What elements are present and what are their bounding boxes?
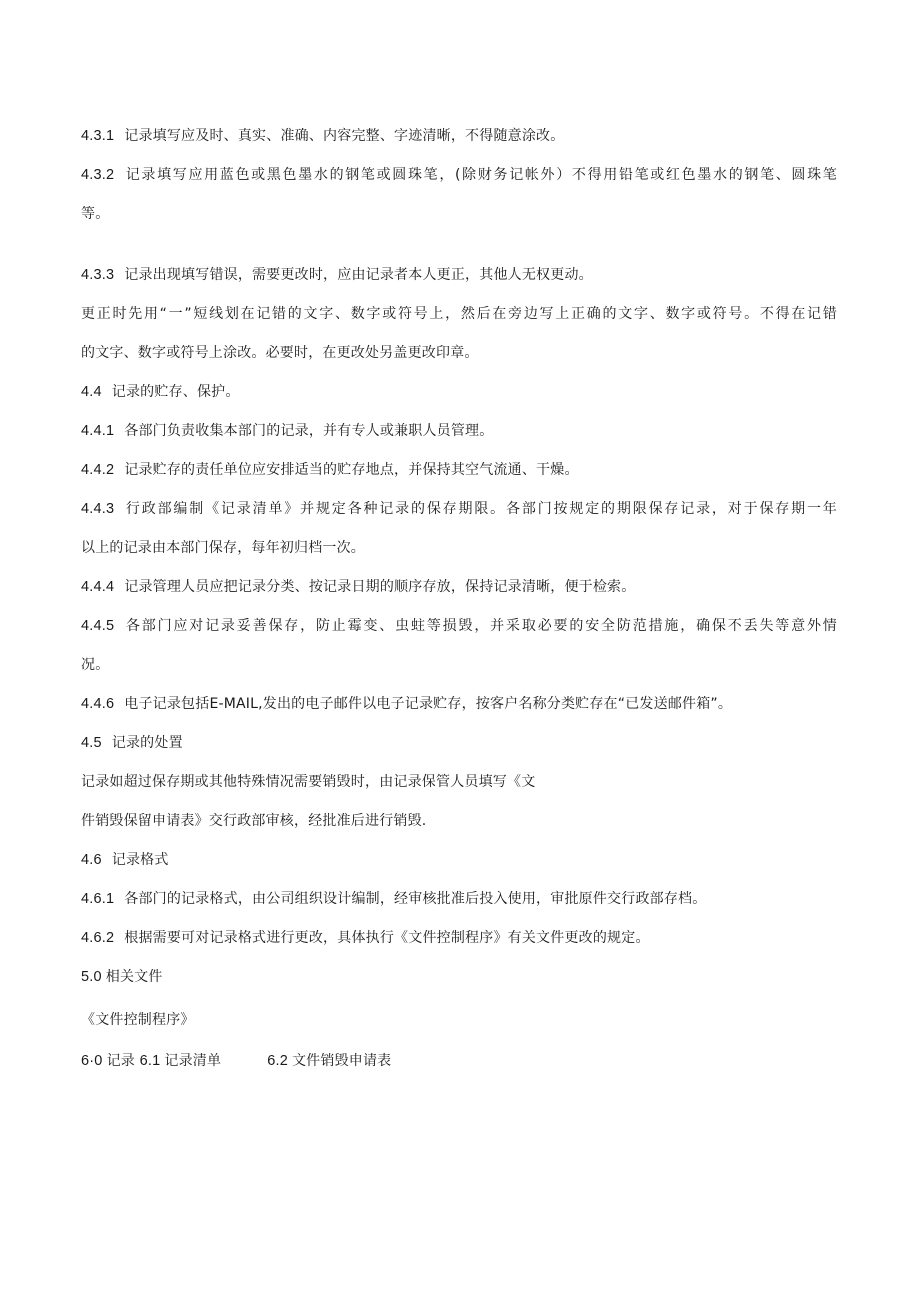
para-4-4-5-cont bbox=[81, 655, 109, 675]
para-correction-cont bbox=[81, 343, 479, 363]
section-number: 4.4 bbox=[81, 384, 102, 400]
section-number: 4.4.4 bbox=[81, 579, 115, 595]
section-text: 等。 bbox=[81, 206, 110, 222]
para-4-4-3-cont bbox=[81, 538, 365, 558]
section-text: 各部门负责收集本部门的记录，并有专人或兼职人员管理。 bbox=[124, 423, 494, 439]
section-number: 4.5 bbox=[81, 735, 102, 751]
section-number: 6.1 bbox=[139, 1053, 161, 1069]
para-disposal-cont bbox=[81, 811, 426, 831]
section-number: 6.2 bbox=[267, 1053, 288, 1069]
section-text: 件销毁保留申请表》交行政部审核，经批准后进行销毁. bbox=[81, 813, 427, 829]
para-4-4-5 bbox=[81, 616, 837, 636]
section-text: 以上的记录由本部门保存，每年初归档一次。 bbox=[81, 540, 365, 556]
section-text: 记录格式 bbox=[111, 852, 169, 868]
section-text: 记录如超过保存期或其他特殊情况需要销毁时，由记录保管人员填写《文 bbox=[81, 774, 536, 790]
section-number: 4.4.5 bbox=[81, 618, 115, 634]
section-text: 记录的处置 bbox=[111, 735, 183, 751]
para-4-6-2 bbox=[81, 928, 650, 948]
para-4-4-2 bbox=[81, 460, 579, 480]
section-number: 5.0 bbox=[81, 969, 102, 985]
section-text: 的文字、数字或符号上涂改。必要时，在更改处另盖更改印章。 bbox=[81, 345, 479, 361]
para-4-3-3 bbox=[81, 265, 593, 285]
section-text: 行政部编制《记录清单》并规定各种记录的保存期限。各部门按规定的期限保存记录，对于保存期一年 bbox=[124, 501, 837, 517]
related-doc bbox=[81, 1010, 195, 1030]
heading-5-0 bbox=[81, 967, 163, 987]
section-text: 记录填写应及时、真实、准确、内容完整、字迹清晰，不得随意涂改。 bbox=[124, 128, 565, 144]
section-number: 4.4.3 bbox=[81, 501, 115, 517]
section-number: 4.4.6 bbox=[81, 696, 115, 712]
section-text: 记录的贮存、保护。 bbox=[111, 384, 240, 400]
section-number: 4.4.1 bbox=[81, 423, 115, 439]
para-correction bbox=[81, 304, 837, 324]
heading-4-5 bbox=[81, 733, 183, 753]
records-line bbox=[81, 1051, 391, 1071]
section-text: 记录 bbox=[106, 1053, 135, 1069]
section-text: 电子记录包括E-MAIL,发出的电子邮件以电子记录贮存，按客户名称分类贮存在“已发送邮件箱”。 bbox=[124, 696, 733, 712]
heading-4-4 bbox=[81, 382, 240, 402]
section-number: 4.6.2 bbox=[81, 930, 115, 946]
section-number: 4.3.3 bbox=[81, 267, 115, 283]
heading-4-6 bbox=[81, 850, 169, 870]
section-text: 根据需要可对记录格式进行更改，具体执行《文件控制程序》有关文件更改的规定。 bbox=[124, 930, 650, 946]
para-4-4-3 bbox=[81, 499, 837, 519]
section-number: 4.4.2 bbox=[81, 462, 115, 478]
section-text: 记录填写应用蓝色或黑色墨水的钢笔或圆珠笔，(除财务记帐外）不得用铅笔或红色墨水的钢笔、圆珠笔 bbox=[124, 167, 837, 183]
section-text: 记录贮存的责任单位应安排适当的贮存地点，并保持其空气流通、干燥。 bbox=[124, 462, 579, 478]
para-4-4-1 bbox=[81, 421, 493, 441]
para-4-3-2-cont bbox=[81, 204, 109, 224]
para-4-3-1 bbox=[81, 126, 564, 146]
para-4-4-4 bbox=[81, 577, 635, 597]
section-text: 更正时先用“一”短线划在记错的文字、数字或符号上，然后在旁边写上正确的文字、数字或符号。不得在记错 bbox=[81, 306, 837, 322]
section-text: 况。 bbox=[81, 657, 110, 673]
section-text: 《文件控制程序》 bbox=[81, 1012, 195, 1028]
section-text: 各部门的记录格式，由公司组织设计编制，经审核批准后投入使用，审批原件交行政部存档。 bbox=[124, 891, 707, 907]
section-number: 4.6.1 bbox=[81, 891, 115, 907]
section-text: 记录管理人员应把记录分类、按记录日期的顺序存放，保持记录清晰，便于检索。 bbox=[124, 579, 636, 595]
para-4-6-1 bbox=[81, 889, 706, 909]
section-number: 4.3.2 bbox=[81, 167, 115, 183]
section-number: 6·0 bbox=[81, 1053, 103, 1069]
para-4-4-6 bbox=[81, 694, 732, 714]
section-number: 4.6 bbox=[81, 852, 102, 868]
section-text: 相关文件 bbox=[105, 969, 163, 985]
para-4-3-2 bbox=[81, 165, 837, 185]
section-text: 各部门应对记录妥善保存，防止霉变、虫蛀等损毁，并采取必要的安全防范措施，确保不丢失等意外情 bbox=[124, 618, 837, 634]
section-number: 4.3.1 bbox=[81, 128, 115, 144]
section-text: 记录清单 bbox=[164, 1053, 222, 1069]
para-disposal bbox=[81, 772, 535, 792]
section-text: 文件销毁申请表 bbox=[291, 1053, 392, 1069]
section-text: 记录出现填写错误，需要更改时，应由记录者本人更正，其他人无权更动。 bbox=[124, 267, 593, 283]
